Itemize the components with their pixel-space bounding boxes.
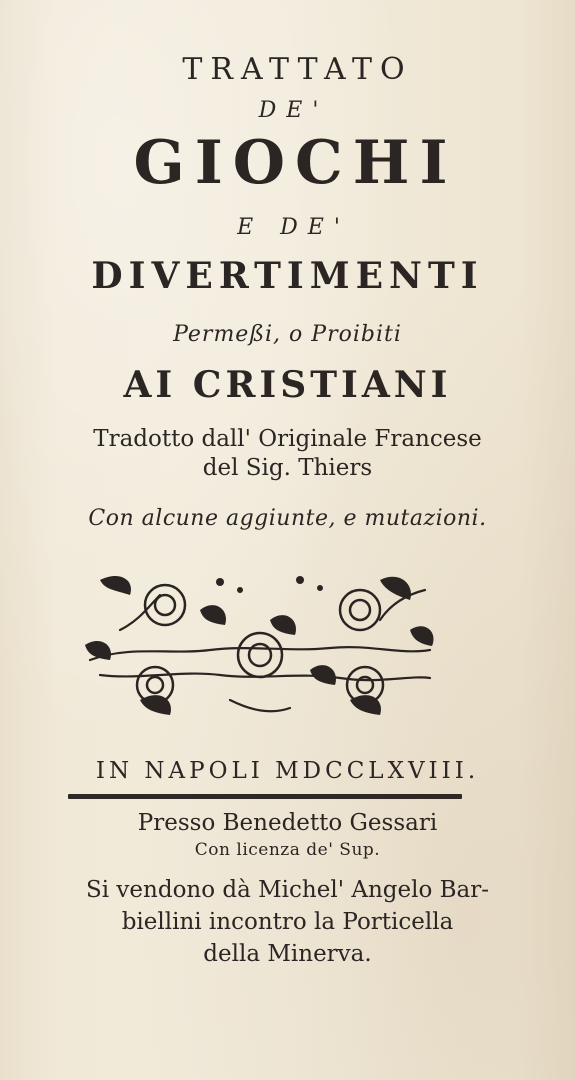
translation-note-line1: Tradotto dall' Originale Francese xyxy=(93,426,482,452)
imprint-license: Con licenza de' Sup. xyxy=(194,840,381,860)
title-line-divertimenti: DIVERTIMENTI xyxy=(91,255,484,297)
translation-note-line2: del Sig. Thiers xyxy=(202,455,373,481)
title-line-giochi: GIOCHI xyxy=(133,128,458,198)
translation-note xyxy=(0,425,575,483)
additions-note: Con alcune aggiunte, e mutazioni. xyxy=(88,506,487,531)
title-line-e-de: E DE' xyxy=(237,215,350,240)
imprint-seller-line3: della Minerva. xyxy=(203,941,372,967)
imprint-seller xyxy=(0,874,575,970)
title-line-ai-cristiani: AI CRISTIANI xyxy=(123,364,452,406)
title-line-de: DE' xyxy=(258,98,329,123)
imprint-printer: Presso Benedetto Gessari xyxy=(137,810,438,836)
title-line-trattato: TRATTATO xyxy=(182,52,413,87)
imprint-seller-line2: biellini incontro la Porticella xyxy=(121,909,454,935)
title-line-permessi: Permeßi, o Proibiti xyxy=(173,322,402,347)
imprint-place-date: IN NAPOLI MDCCLXVIII. xyxy=(95,758,480,784)
floral-vignette-icon xyxy=(80,560,440,735)
imprint-rule xyxy=(68,794,462,799)
imprint-seller-line1: Si vendono dà Michel' Angelo Bar- xyxy=(86,877,489,903)
